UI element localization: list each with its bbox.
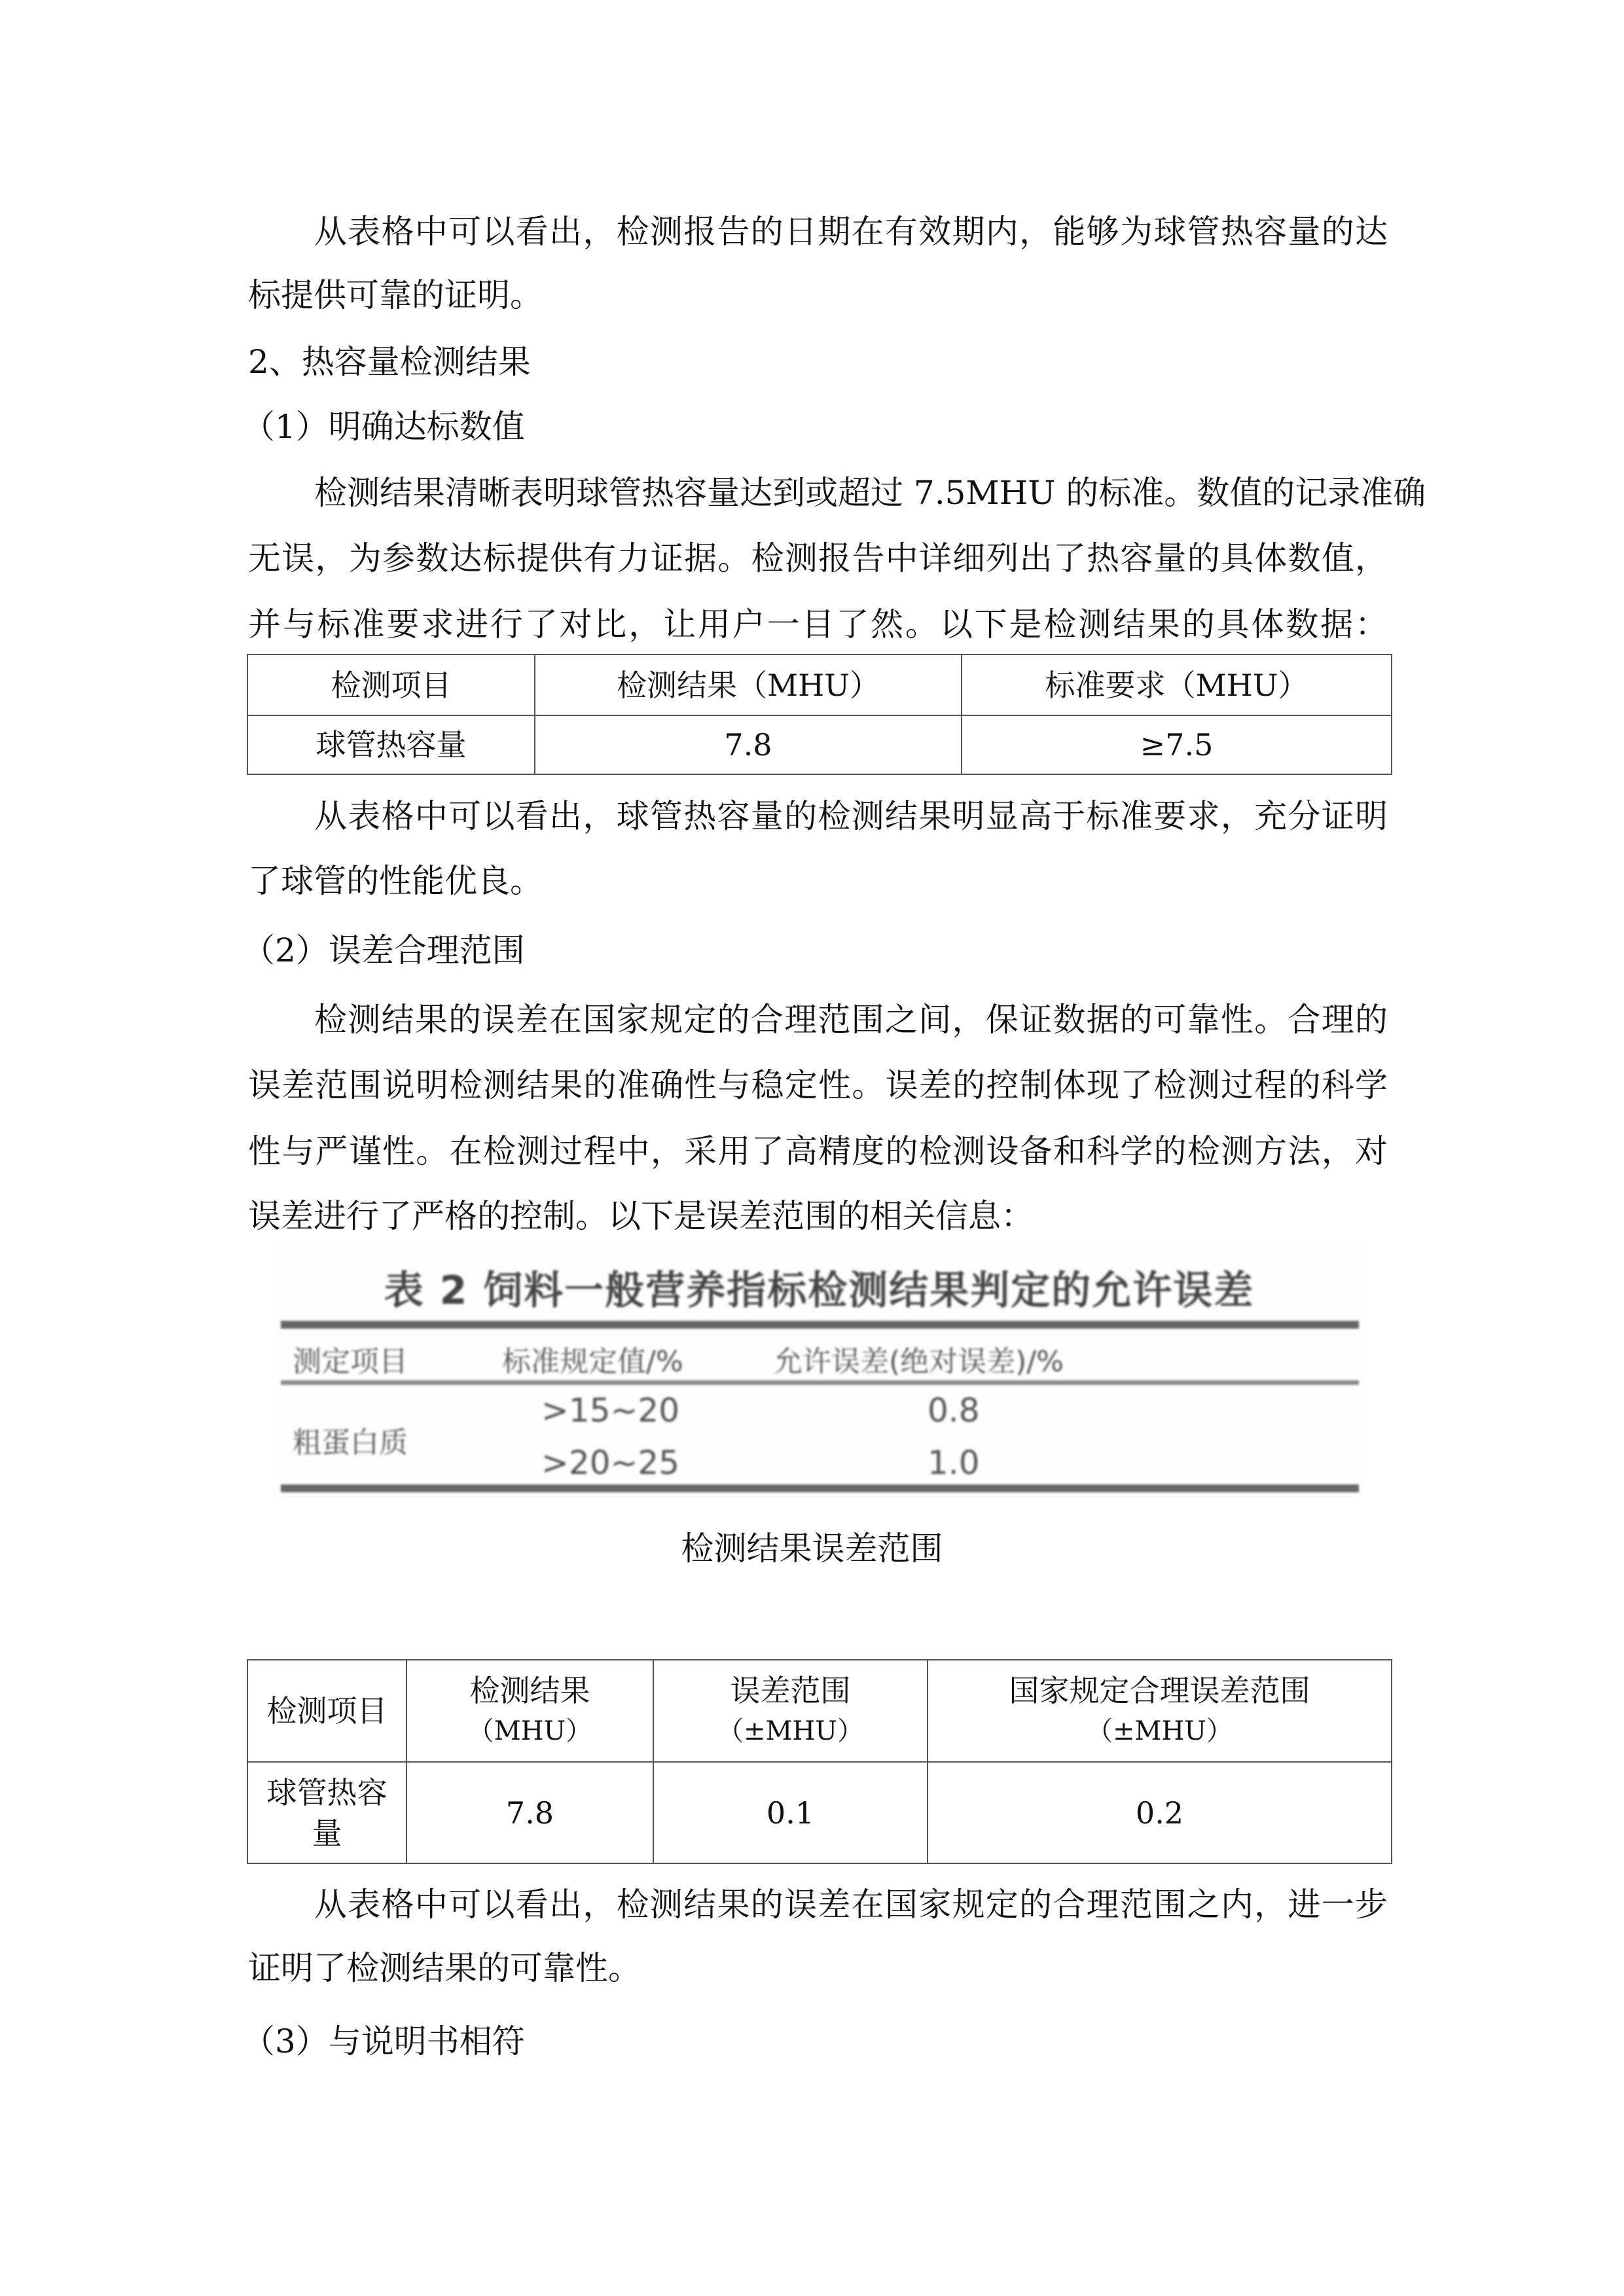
paragraph-line: 性与严谨性。在检测过程中，采用了高精度的检测设备和科学的检测方法，对	[248, 1132, 1388, 1170]
subsection-heading: （2）误差合理范围	[242, 931, 525, 969]
table-header	[247, 1660, 406, 1762]
paragraph-line: 检测结果清晰表明球管热容量达到或超过 7.5MHU 的标准。数值的记录准确	[314, 474, 1426, 512]
mid-rule	[281, 1380, 1359, 1385]
paragraph-line: 从表格中可以看出，检测报告的日期在有效期内，能够为球管热容量的达	[314, 213, 1388, 251]
subsection-heading: （3）与说明书相符	[242, 2022, 525, 2060]
bottom-rule	[281, 1484, 1359, 1492]
cell-text: 球管热容	[266, 1774, 388, 1810]
table-header	[928, 1660, 1392, 1762]
figure-title: 表 2 饲料一般营养指标检测结果判定的允许误差	[384, 1268, 1255, 1314]
table-cell: 0.2	[928, 1762, 1392, 1863]
table-header	[653, 1660, 928, 1762]
table-cell: 7.8	[406, 1762, 653, 1863]
table-cell: 7.8	[535, 715, 962, 774]
paragraph-line: 从表格中可以看出，球管热容量的检测结果明显高于标准要求，充分证明	[314, 797, 1388, 835]
table-header	[406, 1660, 653, 1762]
figure-cell: >15~20	[541, 1391, 680, 1429]
heat-capacity-table	[247, 654, 1392, 775]
paragraph-line: 从表格中可以看出，检测结果的误差在国家规定的合理范围之内，进一步	[314, 1886, 1388, 1924]
table-header: 检测结果（MHU）	[535, 655, 962, 715]
header-text: 检测项目	[266, 1693, 388, 1729]
header-unit: （±MHU）	[717, 1716, 864, 1746]
paragraph-line: 误差范围说明检测结果的准确性与稳定性。误差的控制体现了检测过程的科学	[248, 1066, 1388, 1104]
figure-header: 标准规定值/%	[502, 1345, 683, 1378]
header-text: 误差范围	[730, 1673, 851, 1708]
paragraph-line: 标提供可靠的证明。	[248, 276, 543, 314]
figure-cell: 0.8	[928, 1391, 980, 1429]
figure-item: 粗蛋白质	[293, 1426, 408, 1460]
error-range-table	[247, 1659, 1392, 1864]
paragraph-line: 并与标准要求进行了对比，让用户一目了然。以下是检测结果的具体数据：	[248, 605, 1388, 643]
header-unit: （±MHU）	[1086, 1716, 1233, 1746]
header-unit: （MHU）	[467, 1716, 592, 1746]
figure-caption: 检测结果误差范围	[681, 1530, 943, 1568]
cell-text: 量	[312, 1815, 342, 1851]
table-cell: ≥7.5	[962, 715, 1392, 774]
paragraph-line: 检测结果的误差在国家规定的合理范围之间，保证数据的可靠性。合理的	[314, 1001, 1388, 1039]
header-text: 检测结果	[469, 1673, 590, 1708]
figure-header: 允许误差(绝对误差)/%	[774, 1345, 1064, 1378]
paragraph-line: 证明了检测结果的可靠性。	[248, 1949, 641, 1987]
header-text: 国家规定合理误差范围	[1009, 1673, 1310, 1708]
table-cell: 球管热容量	[247, 715, 535, 774]
paragraph-line: 了球管的性能优良。	[248, 862, 543, 900]
table-cell	[247, 1762, 406, 1863]
table-header: 标准要求（MHU）	[962, 655, 1392, 715]
error-tolerance-figure	[273, 1247, 1365, 1498]
top-rule	[281, 1321, 1359, 1329]
figure-cell: >20~25	[541, 1444, 680, 1482]
table-cell: 0.1	[653, 1762, 928, 1863]
table-header: 检测项目	[247, 655, 535, 715]
paragraph-line: 误差进行了严格的控制。以下是误差范围的相关信息：	[248, 1197, 1034, 1235]
figure-cell: 1.0	[928, 1444, 980, 1482]
section-heading: 2、热容量检测结果	[248, 343, 531, 381]
subsection-heading: （1）明确达标数值	[242, 408, 525, 446]
figure-header: 测定项目	[293, 1345, 408, 1378]
paragraph-line: 无误，为参数达标提供有力证据。检测报告中详细列出了热容量的具体数值，	[248, 539, 1388, 577]
